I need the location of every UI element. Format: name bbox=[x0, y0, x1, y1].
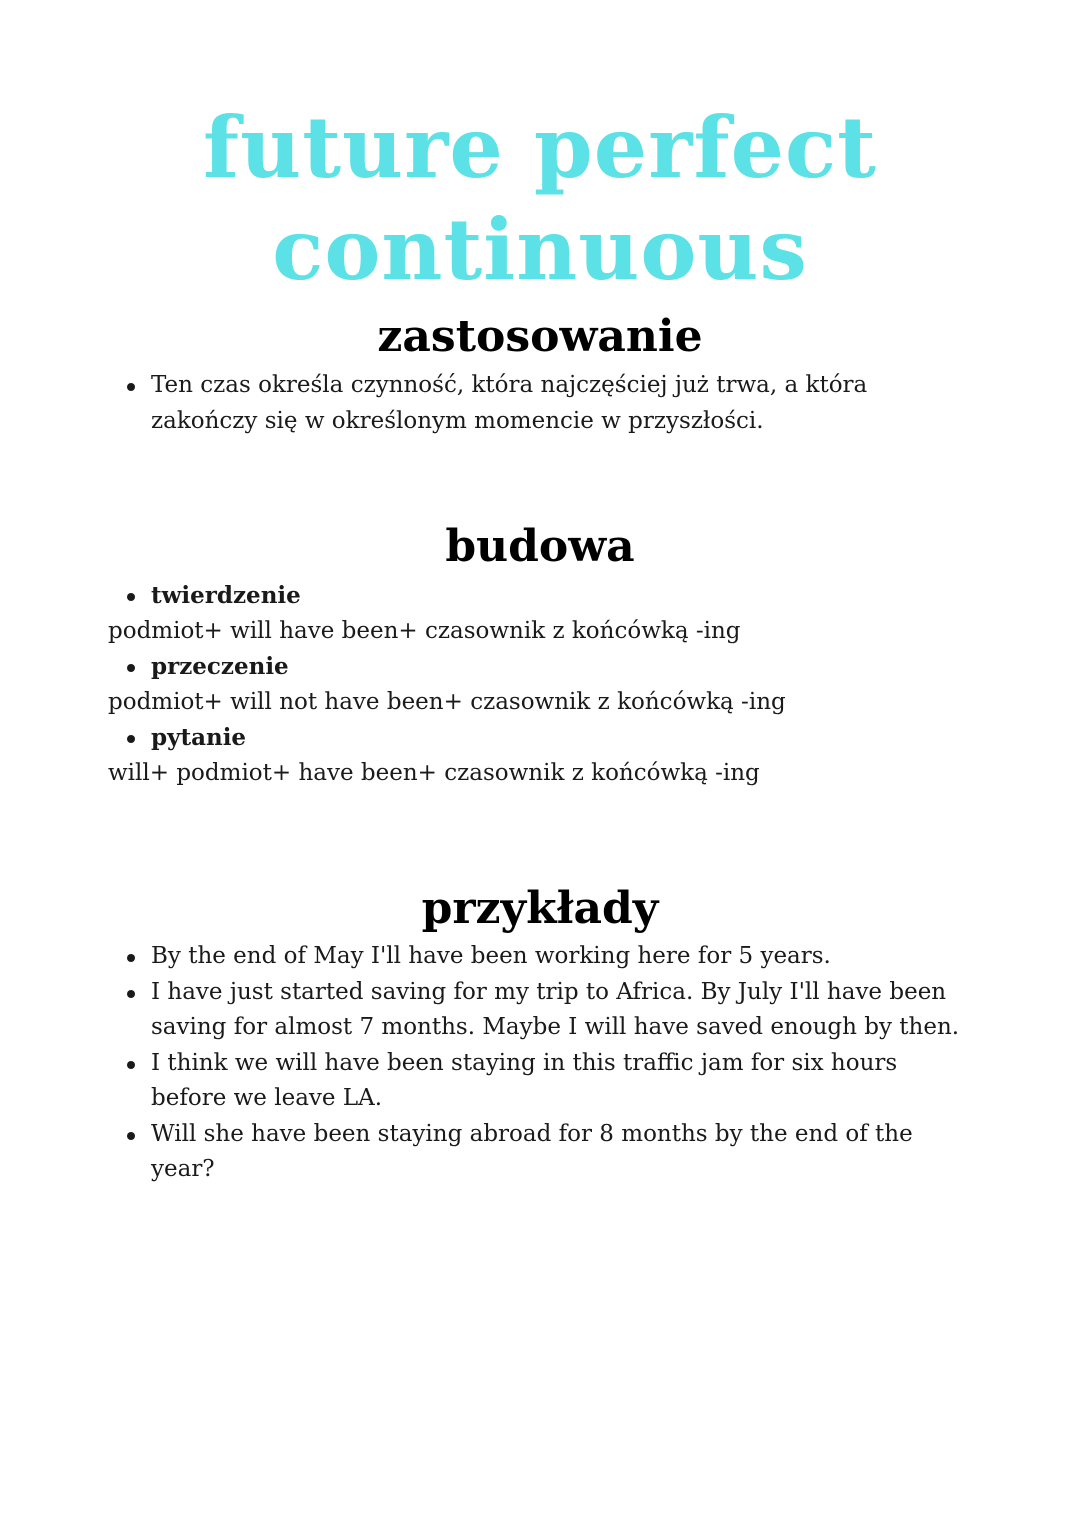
list-item bbox=[108, 1117, 968, 1188]
usage-list bbox=[108, 368, 968, 439]
example-text: I think we will have been staying in this traffic jam for six hours before we leave LA. bbox=[151, 1049, 898, 1111]
structure-label-question bbox=[108, 720, 968, 756]
page-title-line-1: future perfect bbox=[203, 98, 877, 197]
bullet-icon bbox=[127, 383, 135, 391]
list-item bbox=[108, 1046, 968, 1117]
list-item bbox=[108, 368, 968, 439]
bullet-icon bbox=[127, 735, 135, 743]
structure-list bbox=[108, 578, 968, 791]
example-text: I have just started saving for my trip to Africa. By July I'll have been saving for almost 7 months. Maybe I will have saved enough by then. bbox=[151, 978, 960, 1040]
structure-heading: budowa bbox=[445, 521, 635, 572]
structure-formula-affirmative: podmiot+ will have been+ czasownik z końcówką -ing bbox=[108, 617, 741, 644]
examples-heading: przykłady bbox=[421, 883, 659, 934]
structure-label-negative bbox=[108, 649, 968, 685]
bullet-icon bbox=[127, 1061, 135, 1069]
example-text: By the end of May I'll have been working here for 5 years. bbox=[151, 943, 831, 969]
list-item bbox=[108, 975, 968, 1046]
list-item bbox=[108, 939, 968, 975]
bullet-icon bbox=[127, 593, 135, 601]
structure-label-text: przeczenie bbox=[151, 653, 289, 680]
usage-item-text: Ten czas określa czynność, która najczęściej już trwa, a która zakończy się w określonym momencie w przyszłości. bbox=[151, 372, 868, 434]
structure-label-affirmative bbox=[108, 578, 968, 614]
structure-label-text: twierdzenie bbox=[151, 582, 301, 609]
structure-formula-negative: podmiot+ will not have been+ czasownik z końcówką -ing bbox=[108, 688, 786, 715]
usage-heading: zastosowanie bbox=[377, 311, 703, 362]
bullet-icon bbox=[127, 990, 135, 998]
bullet-icon bbox=[127, 954, 135, 962]
structure-formula-question: will+ podmiot+ have been+ czasownik z końcówką -ing bbox=[108, 759, 760, 786]
bullet-icon bbox=[127, 664, 135, 672]
structure-label-text: pytanie bbox=[151, 724, 247, 751]
page-title-line-2: continuous bbox=[272, 200, 808, 299]
examples-list bbox=[108, 939, 968, 1188]
example-text: Will she have been staying abroad for 8 months by the end of the year? bbox=[151, 1120, 913, 1182]
bullet-icon bbox=[127, 1132, 135, 1140]
